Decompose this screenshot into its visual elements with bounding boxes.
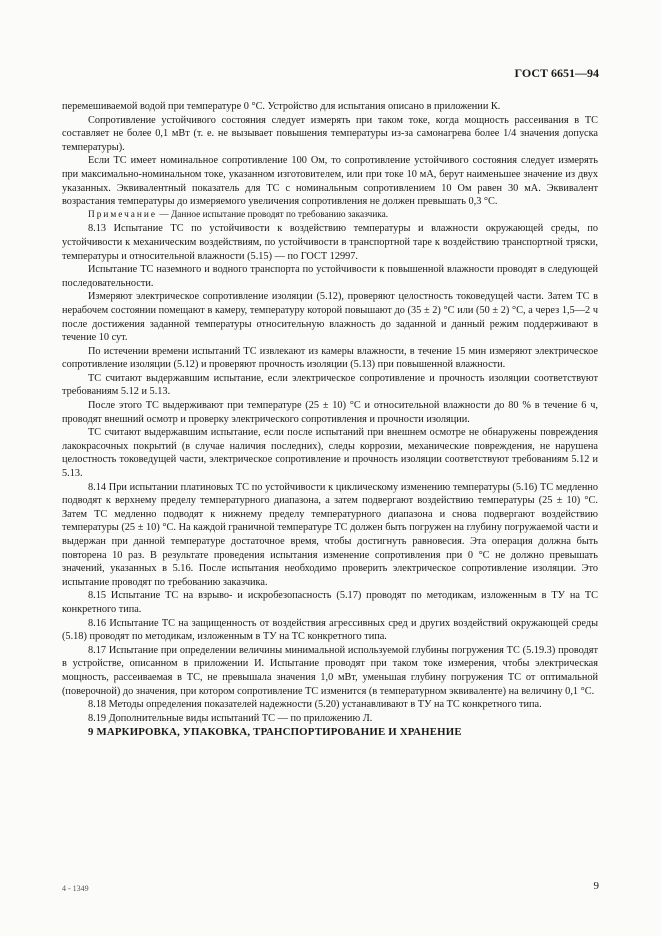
paragraph: Если ТС имеет номинальное сопротивление 100 Ом, то сопротивление устойчивого состояния следует измерять при максимально-номинальном токе, указанном изготовителем, или при токе 10 мА, берут наименьшее значение из двух указанных. Эквивалентный показатель для ТС с номинальным сопротивлением 10 Ом равен 30 мА. Эквивалент возрастания температуры до измеряемого увеличения сопротивления не должен превышать 0,3 °С. <box>62 155 598 208</box>
section-heading: 9 МАРКИРОВКА, УПАКОВКА, ТРАНСПОРТИРОВАНИЕ И ХРАНЕНИЕ <box>88 726 462 739</box>
paragraph: 8.16 Испытание ТС на защищенность от воздействия агрессивных сред и других воздействий окружающей среды (5.18) проводят по методикам, изложенным в ТУ на ТС конкретного типа. <box>62 617 598 643</box>
paragraph: Испытание ТС наземного и водного транспорта по устойчивости к повышенной влажности проводят в следующей последовательности. <box>62 264 598 289</box>
paragraph: Измеряют электрическое сопротивление изоляции (5.12), проверяют целостность токоведущей части. Затем ТС в нерабочем состоянии помещают в камеру, температуру которой повышают до (35 ± 2) °С или (50 ± 2) °С, а через 1,5—2 ч после достижения заданной температуры относительную влажность до заданной и данный режим поддерживают в течение 10 сут. <box>62 291 598 344</box>
note <box>62 209 598 223</box>
paragraph: Сопротивление устойчивого состояния следует измерять при таком токе, когда мощность рассеивания в ТС составляет не более 0,1 мВт (т. е. не вызывает повышения температуры из-за самонагрева более 1/4 значения допуска температуры). <box>62 114 598 153</box>
paragraph: 8.17 Испытание при определении величины минимальной используемой глубины погружения ТС (5.19.3) проводят в устройстве, описанном в приложении И. Испытание проводят при таком токе измерения, чтобы электрическая мощность, рассеиваемая в ТС, не превышала значения 1,0 мВт, уменьшая глубину погружения ТС от оптимальной (поверочной) до значения, при котором сопротивление ТС изменится (в температурном эквиваленте) на величину 0,1 °С. <box>62 644 598 697</box>
paragraph: 8.15 Испытание ТС на взрыво- и искробезопасность (5.17) проводят по методикам, изложенным в ТУ на ТС конкретного типа. <box>62 590 598 615</box>
document-body <box>62 100 598 739</box>
paragraph: 8.13 Испытание ТС по устойчивости к воздействию температуры и влажности окружающей среды, по устойчивости к механическим воздействиям, по устойчивости в транспортной таре к воздействию транспортной тряски, температуры и относительной влажности (5.15) — по ГОСТ 12997. <box>62 223 598 262</box>
paragraph: По истечении времени испытаний ТС извлекают из камеры влажности, в течение 15 мин измеряют электрическое сопротивление изоляции (5.12) и проверяют прочность изоляции (5.13) при повышенной влажности. <box>62 345 598 371</box>
paragraph: перемешиваемой водой при температуре 0 °С. Устройство для испытания описано в приложении К. <box>62 101 501 112</box>
note-text: — Данное испытание проводят по требованию заказчика. <box>159 209 389 220</box>
paragraph: 8.18 Методы определения показателей надежности (5.20) устанавливают в ТУ на ТС конкретного типа. <box>88 699 542 711</box>
paragraph: 8.14 При испытании платиновых ТС по устойчивости к циклическому изменению температуры (5.16) ТС медленно подводят к верхнему пределу температурного диапазона, а затем подвергают воздействию температуры (25 ± 10) °С. Затем ТС медленно подводят к нижнему пределу температурного диапазона и снова подвергают воздействию температуры (25 ± 10) °С. На каждой граничной температуре ТС должен быть погружен на глубину погружаемой части и выдержан при данной температуре достаточное время, чтобы достигнуть равновесия. Эта операция должна быть повторена 10 раз. В результате проведения испытания изменение сопротивления при 0 °С не должно превышать значений, указанных в 5.16. После испытания необходимо проверить электрическое сопротивление изоляции. Это испытание проводят по требованию заказчика. <box>62 481 598 588</box>
paragraph: ТС считают выдержавшим испытание, если электрическое сопротивление и прочность изоляции соответствуют требованиям 5.12 и 5.13. <box>62 372 598 398</box>
paragraph: После этого ТС выдерживают при температуре (25 ± 10) °С и относительной влажности до 80 % в течение 6 ч, проводят внешний осмотр и проверку электрического сопротивления и прочности изоляции. <box>62 400 598 425</box>
paragraph: 8.19 Дополнительные виды испытаний ТС — по приложению Л. <box>88 712 373 724</box>
footer-code: 4 - 1349 <box>62 884 89 893</box>
note-label: Примечание <box>88 209 157 220</box>
document-header: ГОСТ 6651—94 <box>514 66 599 80</box>
paragraph: ТС считают выдержавшим испытание, если после испытаний при внешнем осмотре не обнаружены повреждения лакокрасочных покрытий (в случае наличия последних), следы коррозии, механические повреждения, не нарушена целостность токоведущей части, электрическое сопротивление и прочность изоляции соответствуют требованиям 5.12 и 5.13. <box>62 427 598 480</box>
page-number: 9 <box>593 880 599 892</box>
